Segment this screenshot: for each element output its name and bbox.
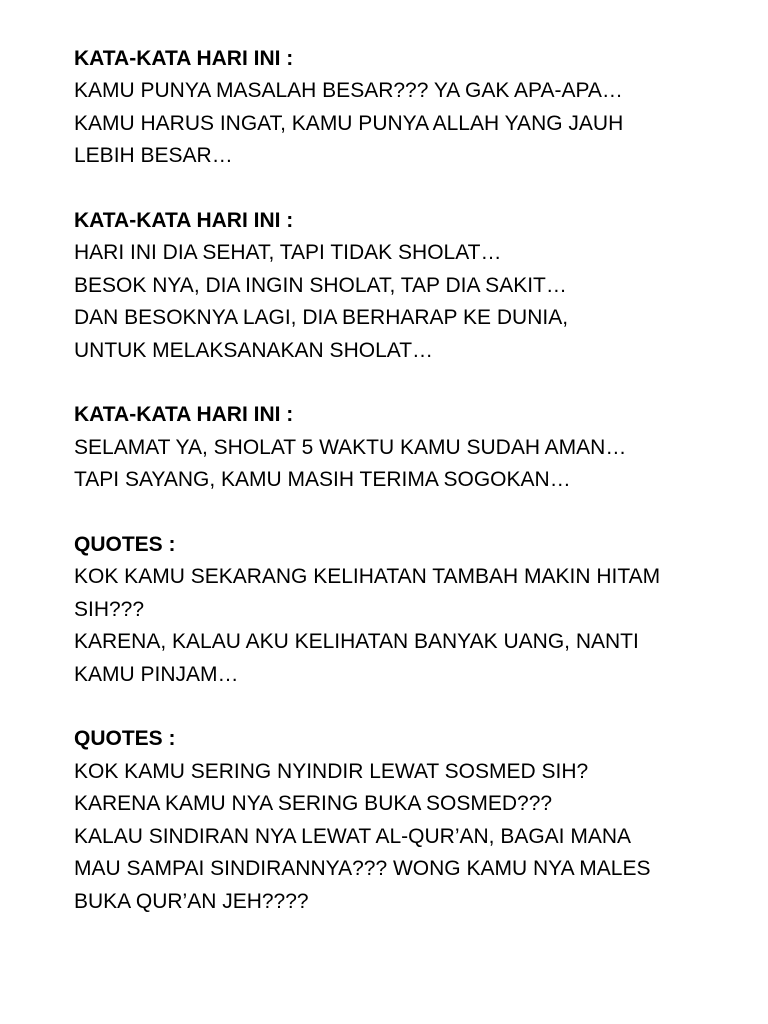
text-line: BUKA QUR’AN JEH???? [74, 889, 309, 913]
text-line: MAU SAMPAI SINDIRANNYA??? WONG KAMU NYA MALES [74, 857, 651, 881]
text-line: KALAU SINDIRAN NYA LEWAT AL-QUR’AN, BAGAI MANA [74, 824, 632, 848]
text-line: KAMU PUNYA MASALAH BESAR??? YA GAK APA-APA… [74, 79, 623, 103]
document-page [74, 43, 714, 950]
text-line: SELAMAT YA, SHOLAT 5 WAKTU KAMU SUDAH AMAN… [74, 435, 627, 459]
text-line: BESOK NYA, DIA INGIN SHOLAT, TAP DIA SAKIT… [74, 273, 567, 297]
section-heading: QUOTES : [74, 727, 176, 751]
text-line: KOK KAMU SERING NYINDIR LEWAT SOSMED SIH? [74, 759, 589, 783]
section-heading: KATA-KATA HARI INI : [74, 403, 294, 427]
text-line: DAN BESOKNYA LAGI, DIA BERHARAP KE DUNIA, [74, 306, 569, 330]
text-line: KAMU HARUS INGAT, KAMU PUNYA ALLAH YANG JAUH [74, 111, 624, 135]
section-heading: KATA-KATA HARI INI : [74, 47, 294, 70]
text-line: KARENA, KALAU AKU KELIHATAN BANYAK UANG, NANTI [74, 630, 639, 654]
quote-section-2 [74, 205, 714, 367]
text-line: SIH??? [74, 597, 145, 621]
text-line: UNTUK MELAKSANAKAN SHOLAT… [74, 338, 434, 362]
text-line: KAMU PINJAM… [74, 662, 239, 686]
text-line: LEBIH BESAR… [74, 144, 233, 168]
text-line: KOK KAMU SEKARANG KELIHATAN TAMBAH MAKIN HITAM [74, 565, 661, 589]
quote-section-5 [74, 723, 714, 917]
quote-section-4 [74, 529, 714, 691]
section-heading: QUOTES : [74, 533, 176, 557]
quote-section-3 [74, 399, 714, 496]
text-line: TAPI SAYANG, KAMU MASIH TERIMA SOGOKAN… [74, 468, 571, 492]
section-heading: KATA-KATA HARI INI : [74, 209, 294, 233]
text-line: HARI INI DIA SEHAT, TAPI TIDAK SHOLAT… [74, 241, 502, 265]
quote-section-1 [74, 43, 714, 173]
text-line: KARENA KAMU NYA SERING BUKA SOSMED??? [74, 792, 553, 816]
